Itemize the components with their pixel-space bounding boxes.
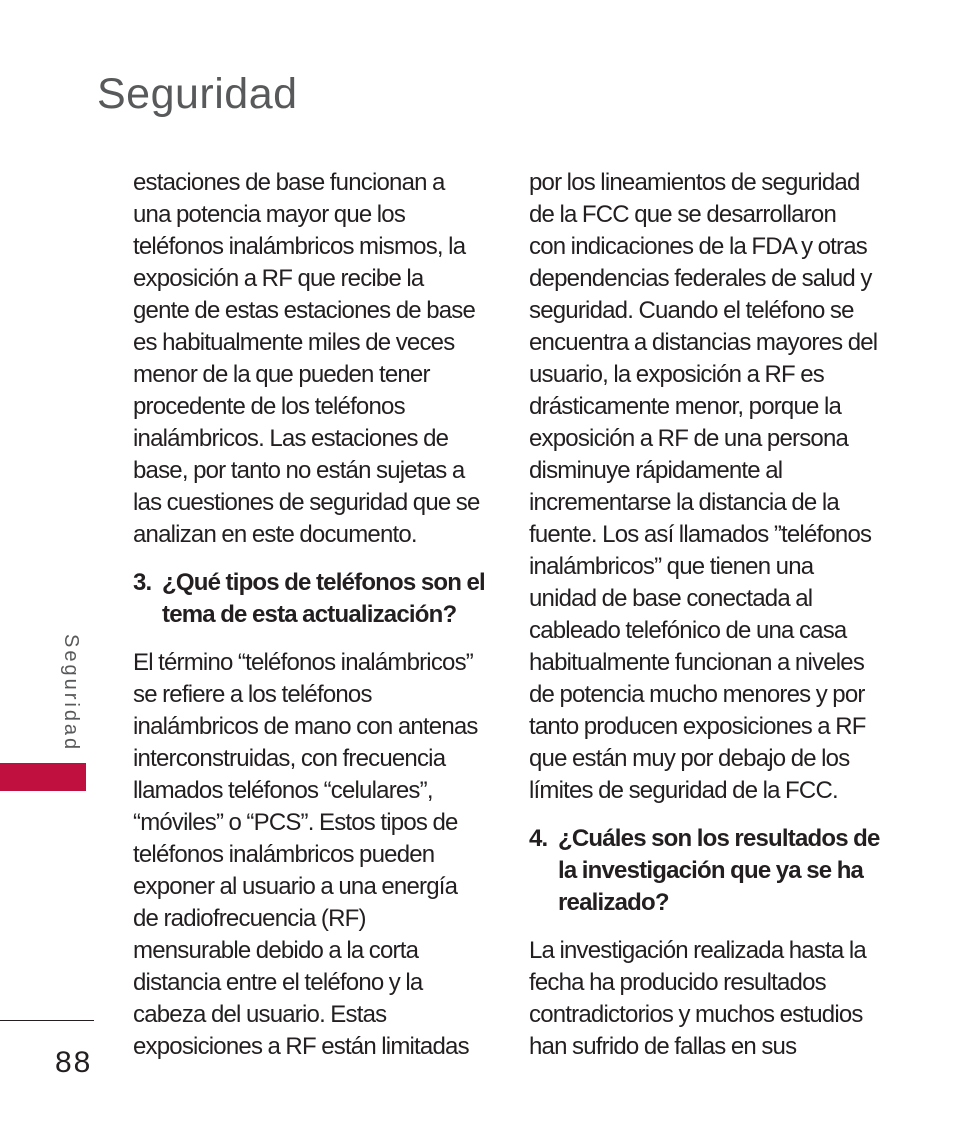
text-line: exponer al usuario a una energía: [133, 873, 458, 900]
text-line: usuario, la exposición a RF es: [529, 361, 824, 388]
text-line: teléfonos inalámbricos mismos, la: [133, 233, 466, 260]
text-line: menor de la que pueden tener: [133, 361, 430, 388]
question-4-heading: [529, 823, 889, 919]
question-text-line: realizado?: [558, 889, 669, 916]
text-line: interconstruidas, con frecuencia: [133, 745, 446, 772]
text-line: han sufrido de fallas en sus: [529, 1033, 797, 1060]
text-line: unidad de base conectada al: [529, 585, 813, 612]
text-line: es habitualmente miles de veces: [133, 329, 455, 356]
text-line: teléfonos inalámbricos pueden: [133, 841, 435, 868]
text-line: dependencias federales de salud y: [529, 265, 872, 292]
footer-divider: [0, 1020, 94, 1021]
text-line: estaciones de base funcionan a: [133, 169, 445, 196]
text-line: contradictorios y muchos estudios: [529, 1001, 863, 1028]
text-line: La investigación realizada hasta la: [529, 937, 866, 964]
text-line: distancia entre el teléfono y la: [133, 969, 423, 996]
question-text-line: ¿Cuáles son los resultados de: [558, 825, 880, 852]
left-paragraph-1: [133, 167, 493, 551]
left-paragraph-2: [133, 647, 493, 1063]
right-column: [529, 167, 889, 1063]
question-text-line: la investigación que ya se ha: [558, 857, 864, 884]
text-line: mensurable debido a la corta: [133, 937, 419, 964]
text-line: habitualmente funcionan a niveles: [529, 649, 865, 676]
text-line: se refiere a los teléfonos: [133, 681, 372, 708]
text-line: exposición a RF de una persona: [529, 425, 849, 452]
text-line: cableado telefónico de una casa: [529, 617, 847, 644]
question-3-heading: [133, 567, 493, 631]
text-line: inalámbricos. Las estaciones de: [133, 425, 449, 452]
text-line: drásticamente menor, porque la: [529, 393, 842, 420]
right-paragraph-1: [529, 167, 889, 807]
text-line: incrementarse la distancia de la: [529, 489, 839, 516]
text-line: inalámbricos” que tienen una: [529, 553, 814, 580]
text-line: límites de seguridad de la FCC.: [529, 777, 838, 804]
side-tab-marker: [0, 763, 86, 791]
text-line: las cuestiones de seguridad que se: [133, 489, 480, 516]
text-line: por los lineamientos de seguridad: [529, 169, 860, 196]
text-line: de la FCC que se desarrollaron: [529, 201, 837, 228]
text-line: procedente de los teléfonos: [133, 393, 405, 420]
text-line: gente de estas estaciones de base: [133, 297, 476, 324]
text-line: seguridad. Cuando el teléfono se: [529, 297, 854, 324]
text-line: con indicaciones de la FDA y otras: [529, 233, 867, 260]
page-number: 88: [55, 1046, 93, 1079]
text-line: disminuye rápidamente al: [529, 457, 783, 484]
right-paragraph-2: [529, 935, 889, 1063]
text-line: tanto producen exposiciones a RF: [529, 713, 866, 740]
question-text-line: tema de esta actualización?: [162, 601, 457, 628]
text-line: El término “teléfonos inalámbricos”: [133, 649, 473, 676]
page-title: Seguridad: [97, 70, 298, 118]
question-number: 3.: [133, 569, 152, 596]
question-number: 4.: [529, 825, 548, 852]
text-line: base, por tanto no están sujetas a: [133, 457, 465, 484]
left-column: [133, 167, 493, 1063]
text-line: llamados teléfonos “celulares”,: [133, 777, 433, 804]
text-line: exposiciones a RF están limitadas: [133, 1033, 469, 1060]
text-line: que están muy por debajo de los: [529, 745, 850, 772]
text-line: de potencia mucho menores y por: [529, 681, 865, 708]
question-text-line: ¿Qué tipos de teléfonos son el: [162, 569, 485, 596]
text-line: fecha ha producido resultados: [529, 969, 826, 996]
text-line: exposición a RF que recibe la: [133, 265, 424, 292]
text-line: de radiofrecuencia (RF): [133, 905, 366, 932]
side-tab-label: Seguridad: [60, 634, 82, 753]
text-line: inalámbricos de mano con antenas: [133, 713, 478, 740]
text-line: cabeza del usuario. Estas: [133, 1001, 387, 1028]
text-line: fuente. Los así llamados ”teléfonos: [529, 521, 872, 548]
text-line: “móviles” o “PCS”. Estos tipos de: [133, 809, 458, 836]
text-line: encuentra a distancias mayores del: [529, 329, 878, 356]
text-line: una potencia mayor que los: [133, 201, 406, 228]
text-line: analizan en este documento.: [133, 521, 417, 548]
